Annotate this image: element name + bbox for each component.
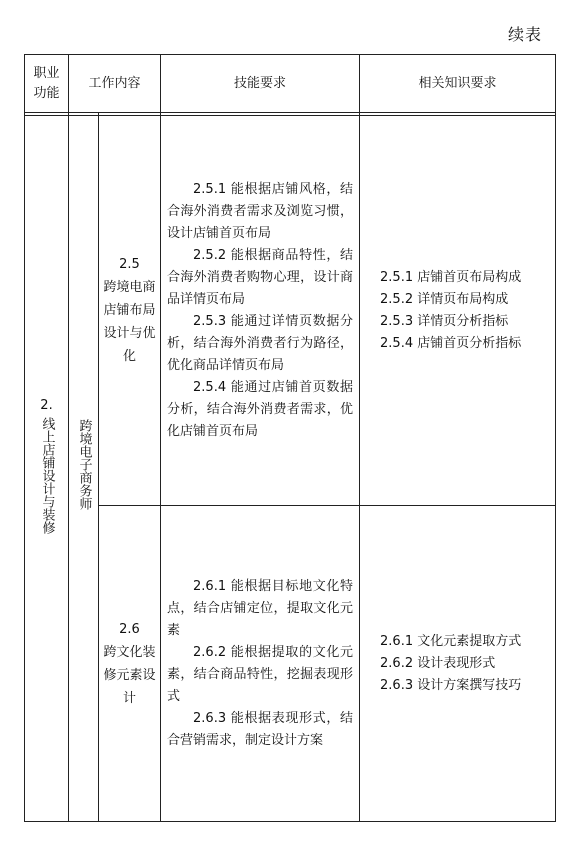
skill-item: 2.5.3 能通过详情页数据分析，结合海外消费者行为路径，优化商品详情页布局 [167,313,354,373]
skill-item: 2.5.4 能通过店铺首页数据分析，结合海外消费者需求，优化店铺首页布局 [167,379,354,439]
skills-cell [161,506,360,822]
knowledge-item: 2.5.1 店铺首页布局构成 [380,269,522,285]
role-title: 跨境电子商务师 [76,419,92,510]
header-work-content: 工作内容 [69,55,161,113]
table-row [25,116,556,506]
skill-item: 2.6.3 能根据表现形式，结合营销需求，制定设计方案 [167,710,354,748]
function-number: 2. [40,398,53,413]
function-cell [25,116,69,822]
role-cell [69,116,99,822]
knowledge-item: 2.5.3 详情页分析指标 [380,313,509,329]
skill-item: 2.6.1 能根据目标地文化特点，结合店铺定位，提取文化元素 [167,578,354,638]
task-title: 跨境电商店铺布局设计与优化 [103,280,156,364]
task-cell [99,506,161,822]
task-number: 2.6 [119,621,140,637]
header-row [25,55,556,113]
knowledge-item: 2.6.2 设计表现形式 [380,655,496,671]
knowledge-cell [360,506,556,822]
skills-cell [161,116,360,506]
skill-item: 2.5.1 能根据店铺风格，结合海外消费者需求及浏览习惯，设计店铺首页布局 [167,181,354,241]
knowledge-item: 2.6.1 文化元素提取方式 [380,633,522,649]
table-row [25,506,556,822]
continued-label: 续表 [507,25,542,44]
task-cell [99,116,161,506]
function-title: 线上店铺设计与装修 [39,417,55,534]
knowledge-item: 2.5.2 详情页布局构成 [380,291,509,307]
knowledge-item: 2.5.4 店铺首页分析指标 [380,335,522,351]
header-function: 职业功能 [25,55,69,113]
header-knowledge-requirements: 相关知识要求 [360,55,556,113]
skill-item: 2.6.2 能根据提取的文化元素，结合商品特性，挖掘表现形式 [167,644,354,704]
skill-item: 2.5.2 能根据商品特性，结合海外消费者购物心理，设计商品详情页布局 [167,247,354,307]
occupational-standard-table [24,54,556,822]
header-skill-requirements: 技能要求 [161,55,360,113]
knowledge-item: 2.6.3 设计方案撰写技巧 [380,677,522,693]
task-number: 2.5 [119,257,140,272]
knowledge-cell [360,116,556,506]
task-title: 跨文化装修元素设计 [103,644,156,706]
